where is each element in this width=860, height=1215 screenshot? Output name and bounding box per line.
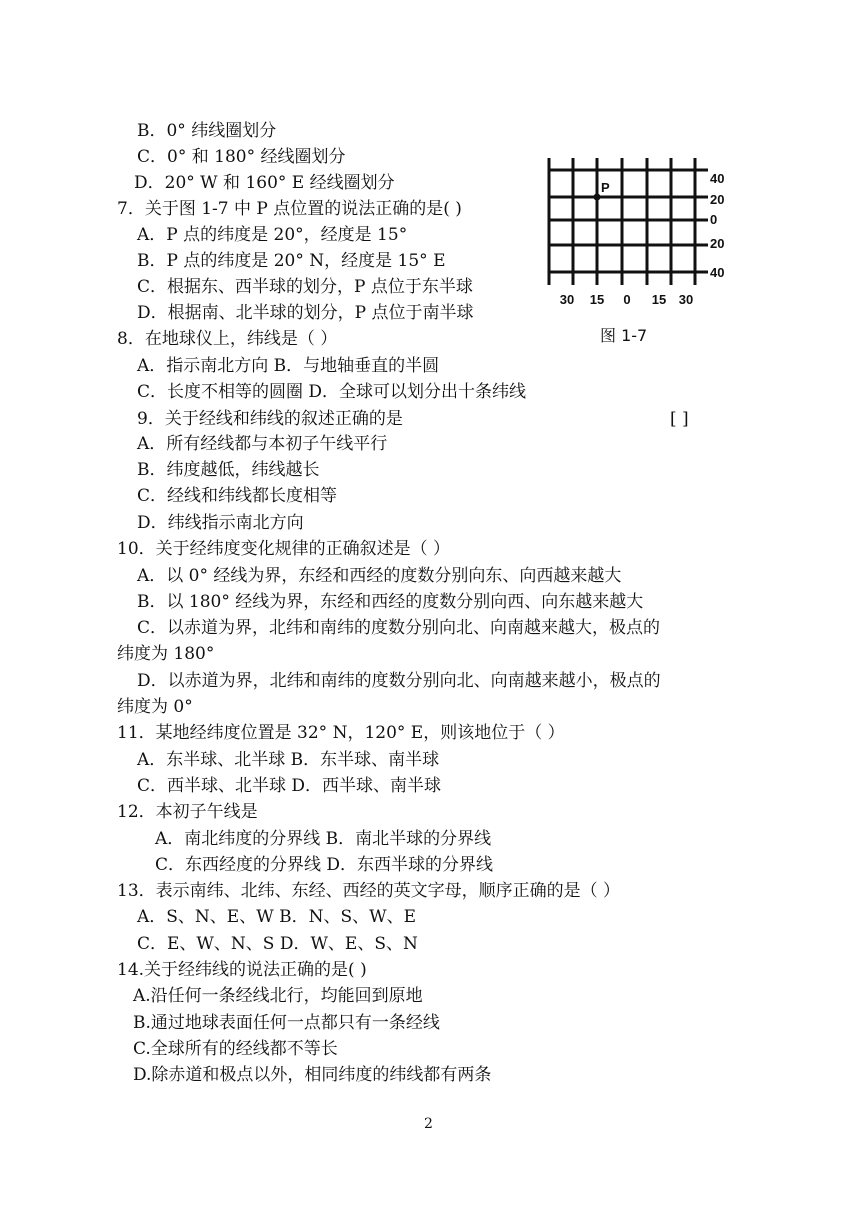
text-line: D．纬线指示南北方向 <box>137 513 304 533</box>
latitude-label: 20 <box>710 236 725 251</box>
point-p-label: P <box>601 180 610 195</box>
text-line: B.通过地球表面任何一点都只有一条经线 <box>133 1013 440 1033</box>
point-p-marker <box>594 194 601 201</box>
text-line: A．P 点的纬度是 20°，经度是 15° <box>137 225 408 245</box>
text-line: C．以赤道为界，北纬和南纬的度数分别向北、向南越来越大，极点的 <box>137 618 661 638</box>
text-line: 纬度为 180° <box>117 644 215 664</box>
text-line: A．S、N、E、W B．N、S、W、E <box>137 907 416 927</box>
text-line: 7．关于图 1-7 中 P 点位置的说法正确的是( ) <box>117 199 462 219</box>
text-line: D.除赤道和极点以外，相同纬度的纬线都有两条 <box>133 1065 492 1085</box>
text-line: 9．关于经线和纬线的叙述正确的是 <box>137 409 403 429</box>
longitude-label: 15 <box>651 292 667 307</box>
text-line: 12．本初子午线是 <box>117 802 258 822</box>
text-line: A．南北纬度的分界线 B．南北半球的分界线 <box>155 829 492 849</box>
text-line: A．所有经线都与本初子午线平行 <box>137 434 388 454</box>
text-line: A．指示南北方向 B．与地轴垂直的半圆 <box>137 356 440 376</box>
text-line: 纬度为 0° <box>117 697 193 717</box>
text-line: B．以 180° 经线为界，东经和西经的度数分别向西、向东越来越大 <box>137 592 644 612</box>
text-line: C．长度不相等的圆圈 D．全球可以划分出十条纬线 <box>137 382 527 402</box>
text-line: C．经线和纬线都长度相等 <box>137 486 338 506</box>
text-line: C.全球所有的经线都不等长 <box>133 1039 338 1059</box>
text-line: 11．某地经纬度位置是 32° N，120° E，则该地位于（ ） <box>117 723 565 743</box>
text-line: D．根据南、北半球的划分，P 点位于南半球 <box>137 303 474 323</box>
text-line: C．E、W、N、S D．W、E、S、N <box>137 934 418 954</box>
longitude-label: 30 <box>678 292 694 307</box>
text-line: A．东半球、北半球 B．东半球、南半球 <box>137 750 440 770</box>
text-line: A.沿任何一条经线北行，均能回到原地 <box>133 986 423 1006</box>
text-line: 14.关于经纬线的说法正确的是( ) <box>117 960 367 980</box>
latitude-label: 40 <box>710 265 725 280</box>
latitude-label: 0 <box>710 212 718 227</box>
text-line: C．东西经度的分界线 D．东西半球的分界线 <box>155 855 494 875</box>
text-line: B．纬度越低，纬线越长 <box>137 460 320 480</box>
longitude-label: 15 <box>589 292 605 307</box>
latitude-label: 40 <box>710 171 725 186</box>
page-number: 2 <box>424 1116 433 1132</box>
text-line: D．以赤道为界，北纬和南纬的度数分别向北、向南越来越小，极点的 <box>137 671 661 691</box>
text-line: 8．在地球仪上，纬线是（ ） <box>117 329 338 349</box>
figure-caption: 图 1-7 <box>600 326 648 345</box>
text-line: A．以 0° 经线为界，东经和西经的度数分别向东、向西越来越大 <box>137 566 622 586</box>
latitude-label: 20 <box>710 192 725 207</box>
text-line: D．20° W 和 160° E 经线圈划分 <box>134 173 395 193</box>
text-line: C．0° 和 180° 经线圈划分 <box>137 147 346 167</box>
text-line: 13．表示南纬、北纬、东经、西经的英文字母，顺序正确的是（ ） <box>117 881 621 901</box>
text-line: C．西半球、北半球 D．西半球、南半球 <box>137 776 442 796</box>
text-line: 10．关于经纬度变化规律的正确叙述是（ ） <box>117 539 451 559</box>
longitude-label: 30 <box>559 292 575 307</box>
text-line: C．根据东、西半球的划分，P 点位于东半球 <box>137 277 473 297</box>
longitude-label: 0 <box>623 292 631 307</box>
lat-lon-grid-figure <box>540 150 740 350</box>
text-line: B．P 点的纬度是 20° N，经度是 15° E <box>137 251 446 271</box>
text-line: B．0° 纬线圈划分 <box>137 121 277 141</box>
answer-bracket: [ ] <box>670 409 689 429</box>
